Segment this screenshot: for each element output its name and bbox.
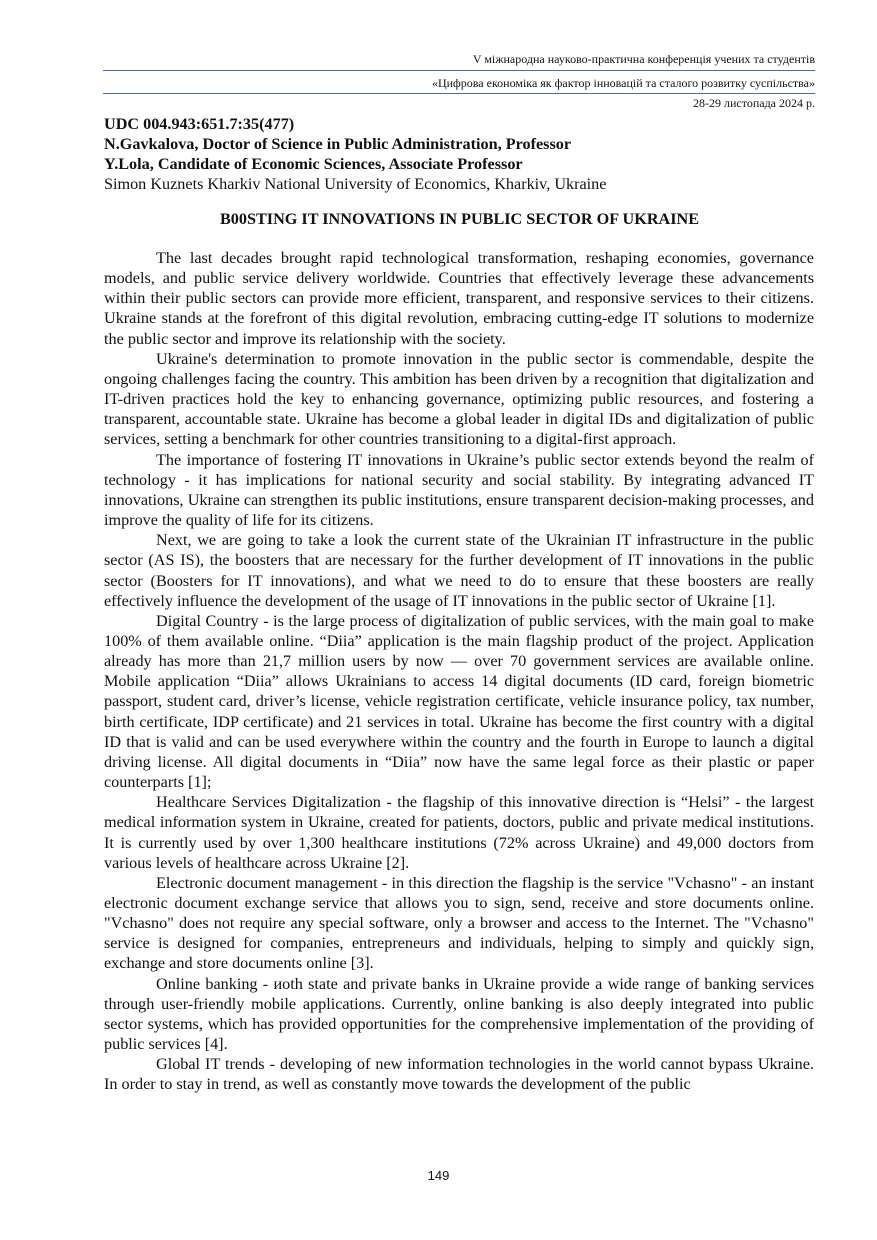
- running-header-theme: «Цифрова економіка як фактор інновацій та сталого розвитку суспільства»: [431, 76, 815, 90]
- affiliation: Simon Kuznets Kharkiv National University of Economics, Kharkiv, Ukraine: [104, 175, 607, 193]
- body-paragraph: The last decades brought rapid technological transformation, reshaping economies, governance models, and public service delivery worldwide. Countries that effectively leverage these advancements within their public sectors can provide more efficient, transparent, and responsive services to their citizens. Ukraine stands at the forefront of this digital revolution, embracing cutting-edge IT solutions to modernize the public sector and improve its relationship with the society.: [104, 249, 814, 348]
- body-paragraph: Healthcare Services Digitalization - the flagship of this innovative direction is “Helsi” - the largest medical information system in Ukraine, created for patients, doctors, public and private medical institutions. It is currently used by over 1,300 healthcare institutions (72% across Ukraine) and 49,000 doctors from various levels of healthcare across Ukraine [2].: [104, 793, 814, 872]
- body-paragraph: Global IT trends - developing of new information technologies in the world cannot bypass Ukraine. In order to stay in trend, as well as constantly move towards the development of the public: [104, 1055, 814, 1094]
- header-rule-bottom: [103, 93, 815, 94]
- running-header-date: 28-29 листопада 2024 р.: [693, 96, 815, 110]
- running-header-conference: V міжнародна науково-практична конференція учених та студентів: [472, 52, 815, 66]
- page-number: 149: [427, 1168, 450, 1183]
- body-paragraph: Ukraine's determination to promote innovation in the public sector is commendable, despite the ongoing challenges facing the country. This ambition has been driven by a recognition that digitalization and IT-driven practices hold the key to enhancing governance, optimizing public resources, and fostering a transparent, accountable state. Ukraine has become a global leader in digital IDs and digitalization of public services, setting a benchmark for other countries transitioning to a digital-first approach.: [104, 349, 814, 449]
- author-1: N.Gavkalova, Doctor of Science in Public Administration, Professor: [104, 135, 572, 153]
- article-body: [104, 248, 814, 1095]
- body-paragraph: Next, we are going to take a look the current state of the Ukrainian IT infrastructure in the public sector (AS IS), the boosters that are necessary for the further development of IT innovations in the public sector (Boosters for IT innovations), and what we need to do to ensure that these boosters are really effectively influence the development of the usage of IT innovations in the public sector of Ukraine [1].: [104, 531, 814, 610]
- body-paragraph: Electronic document management - in this direction the flagship is the service "Vchasno" - an instant electronic document exchange service that allows you to sign, send, receive and store documents online. "Vchasno" does not require any special software, only a browser and access to the Internet. The "Vchasno" service is designed for companies, entrepreneurs and individuals, helping to simply and quickly sign, exchange and store documents online [3].: [104, 873, 814, 973]
- body-paragraph: Online banking - иoth state and private banks in Ukraine provide a wide range of banking services through user-friendly mobile applications. Currently, online banking is also deeply integrated into public sector systems, which has provided opportunities for the comprehensive implementation of the providing of public services [4].: [104, 974, 814, 1054]
- article-title: B00STING IT INNOVATIONS IN PUBLIC SECTOR OF UKRAINE: [220, 210, 699, 228]
- udc-code: UDC 004.943:651.7:35(477): [104, 115, 295, 133]
- article-meta: [104, 114, 606, 194]
- body-paragraph: The importance of fostering IT innovations in Ukraine’s public sector extends beyond the realm of technology - it has implications for national security and social stability. By integrating advanced IT innovations, Ukraine can strengthen its public institutions, ensure transparent decision-making processes, and improve the quality of life for its citizens.: [104, 450, 814, 530]
- author-2: Y.Lola, Candidate of Economic Sciences, Associate Professor: [104, 155, 523, 173]
- body-paragraph: Digital Country - is the large process of digitalization of public services, with the main goal to make 100% of them available online. “Diia” application is the main flagship product of the project. Application already has more than 21,7 million users by now — over 70 government services are available online. Mobile application “Diia” allows Ukrainians to access 14 digital documents (ID card, foreign biometric passport, student card, driver’s license, vehicle registration certificate, vehicle insurance policy, tax number, birth certificate, IDP certificate) and 21 services in total. Ukraine has become the first country with a digital ID that is valid and can be used everywhere within the country and the fourth in Europe to launch a digital driving license. All digital documents in “Diia” now have the same legal force as their plastic or paper counterparts [1];: [104, 611, 814, 792]
- header-rule-top: [103, 70, 815, 71]
